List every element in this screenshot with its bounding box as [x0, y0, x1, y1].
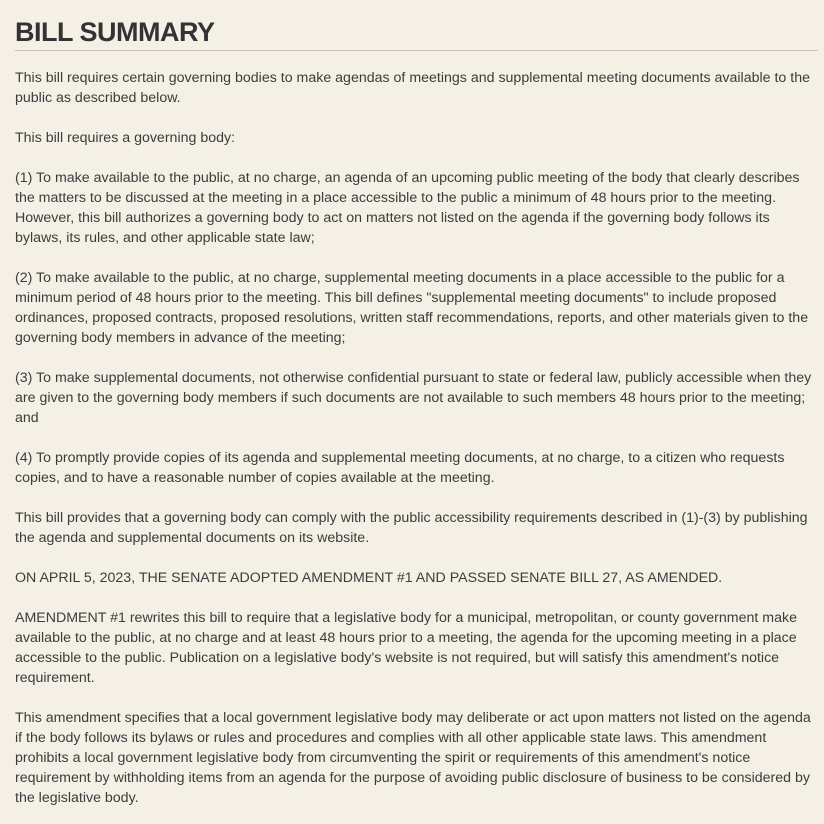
amendment-details-paragraph: This amendment specifies that a local government legislative body may deliberate or act upon matters not listed on the agenda if the body follows its bylaws or rules and procedures and complies with all other applicable state laws. This amendment prohibits a local government legislative body from circumventing the spirit or requirements of this amendment's notice requirement by withholding items from an agenda for the purpose of avoiding public disclosure of business to be considered by the legislative body. — [15, 710, 811, 806]
requirement-1-paragraph: (1) To make available to the public, at no charge, an agenda of an upcoming public meeting of the body that clearly describes the matters to be discussed at the meeting in a place accessible to the public a minimum of 48 hours prior to the meeting. However, this bill authorizes a governing body to act on matters not listed on the agenda if the governing body follows its bylaws, its rules, and other applicable state law; — [15, 170, 800, 246]
website-compliance-paragraph: This bill provides that a governing body can comply with the public accessibility requirements described in (1)-(3) by publishing the agenda and supplemental documents on its website. — [15, 510, 808, 546]
requirements-lead-paragraph: This bill requires a governing body: — [15, 130, 236, 146]
amendment-1-paragraph: AMENDMENT #1 rewrites this bill to require that a legislative body for a municipal, metropolitan, or county government make available to the public, at no charge and at least 48 hours prior to a meeting, the agenda for the upcoming meeting in a place accessible to the public. Publication on a legislative body's website is not required, but will satisfy this amendment's notice requirement. — [15, 610, 797, 686]
title-divider — [15, 50, 818, 51]
requirement-4-paragraph: (4) To promptly provide copies of its agenda and supplemental meeting documents, at no charge, to a citizen who requests copies, and to have a reasonable number of copies available at the meeting. — [15, 450, 785, 486]
senate-action-paragraph: ON APRIL 5, 2023, THE SENATE ADOPTED AMENDMENT #1 AND PASSED SENATE BILL 27, AS AMENDED. — [15, 570, 723, 586]
page-title: BILL SUMMARY — [15, 17, 215, 47]
intro-paragraph: This bill requires certain governing bodies to make agendas of meetings and supplemental meeting documents available to the public as described below. — [15, 70, 810, 106]
requirement-2-paragraph: (2) To make available to the public, at no charge, supplemental meeting documents in a place accessible to the public for a minimum period of 48 hours prior to the meeting. This bill defines "supplemental meeting documents" to include proposed ordinances, proposed contracts, proposed resolutions, written staff recommendations, reports, and other materials given to the governing body members in advance of the meeting; — [15, 270, 809, 346]
requirement-3-paragraph: (3) To make supplemental documents, not otherwise confidential pursuant to state or federal law, publicly accessible when they are given to the governing body members if such documents are not available to such members 48 hours prior to the meeting; and — [15, 370, 812, 426]
